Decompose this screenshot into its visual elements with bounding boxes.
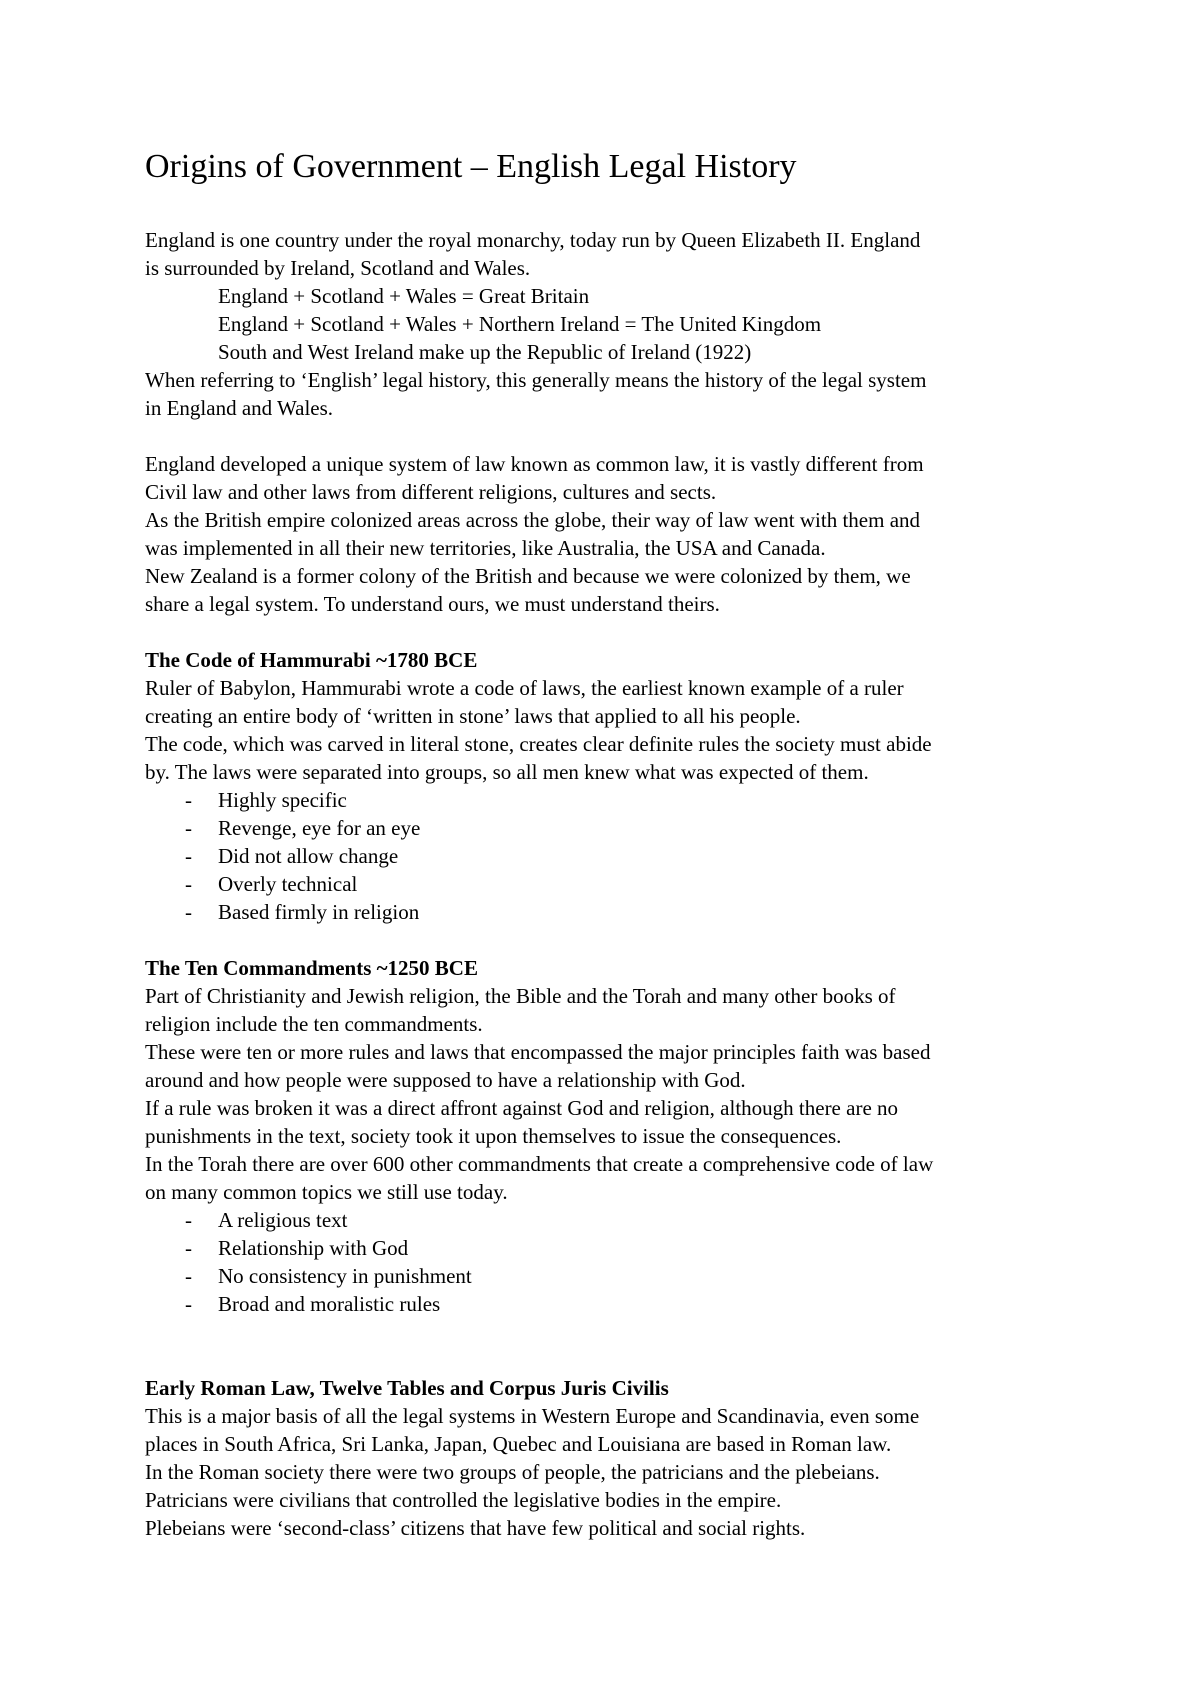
section-heading: The Ten Commandments ~1250 BCE [145, 956, 478, 980]
intro-indented-line: South and West Ireland make up the Republic of Ireland (1922) [218, 340, 752, 364]
list-item [145, 1234, 1070, 1262]
bullet-dash: - [185, 1236, 192, 1260]
list-item [145, 870, 1070, 898]
list-item-text: No consistency in punishment [218, 1264, 472, 1288]
paragraph-line: around and how people were supposed to have a relationship with God. [145, 1068, 746, 1092]
bullet-dash: - [185, 1292, 192, 1316]
commandments-section [145, 954, 1070, 1318]
spacer [145, 1346, 1070, 1374]
paragraph-line: religion include the ten commandments. [145, 1012, 483, 1036]
list-item-text: Relationship with God [218, 1236, 409, 1260]
paragraph-line: on many common topics we still use today. [145, 1180, 508, 1204]
paragraph-line: Civil law and other laws from different religions, cultures and sects. [145, 480, 717, 504]
roman-law-section [145, 1374, 1070, 1542]
list-item [145, 1290, 1070, 1318]
list-item [145, 842, 1070, 870]
spacer [145, 422, 1070, 450]
paragraph-line: creating an entire body of ‘written in stone’ laws that applied to all his people. [145, 704, 801, 728]
bullet-dash: - [185, 872, 192, 896]
paragraph-line: England developed a unique system of law known as common law, it is vastly different from [145, 452, 924, 476]
bullet-dash: - [185, 788, 192, 812]
paragraph-line: These were ten or more rules and laws that encompassed the major principles faith was based [145, 1040, 931, 1064]
spacer [145, 926, 1070, 954]
bullet-dash: - [185, 1264, 192, 1288]
paragraph-line: by. The laws were separated into groups, so all men knew what was expected of them. [145, 760, 869, 784]
list-item-text: Overly technical [218, 872, 358, 896]
document-title: Origins of Government – English Legal History [145, 148, 797, 185]
paragraph-line: If a rule was broken it was a direct affront against God and religion, although there are no [145, 1096, 899, 1120]
section-heading: Early Roman Law, Twelve Tables and Corpus Juris Civilis [145, 1376, 669, 1400]
paragraph-line: places in South Africa, Sri Lanka, Japan, Quebec and Louisiana are based in Roman law. [145, 1432, 892, 1456]
list-item-text: Based firmly in religion [218, 900, 420, 924]
bullet-dash: - [185, 816, 192, 840]
paragraph-line: In the Roman society there were two groups of people, the patricians and the plebeians. [145, 1460, 880, 1484]
paragraph-line: The code, which was carved in literal stone, creates clear definite rules the society must abide [145, 732, 932, 756]
paragraph-line: New Zealand is a former colony of the British and because we were colonized by them, we [145, 564, 911, 588]
paragraph-line: Part of Christianity and Jewish religion, the Bible and the Torah and many other books of [145, 984, 896, 1008]
list-item-text: Broad and moralistic rules [218, 1292, 441, 1316]
list-item [145, 898, 1070, 926]
intro-indented-line: England + Scotland + Wales = Great Britain [218, 284, 590, 308]
hammurabi-section [145, 646, 1070, 926]
list-item-text: Highly specific [218, 788, 347, 812]
list-item-text: Did not allow change [218, 844, 399, 868]
intro-line: England is one country under the royal monarchy, today run by Queen Elizabeth II. England [145, 228, 921, 252]
intro-line: When referring to ‘English’ legal history, this generally means the history of the legal system [145, 368, 927, 392]
intro-line: is surrounded by Ireland, Scotland and Wales. [145, 256, 531, 280]
intro-indented-line: England + Scotland + Wales + Northern Ireland = The United Kingdom [218, 312, 822, 336]
intro-line: in England and Wales. [145, 396, 334, 420]
paragraph-line: Patricians were civilians that controlled the legislative bodies in the empire. [145, 1488, 782, 1512]
intro-section [145, 226, 1070, 422]
bullet-dash: - [185, 1208, 192, 1232]
paragraph-line: punishments in the text, society took it upon themselves to issue the consequences. [145, 1124, 842, 1148]
list-item-text: A religious text [218, 1208, 348, 1232]
list-item-text: Revenge, eye for an eye [218, 816, 421, 840]
list-item [145, 1262, 1070, 1290]
paragraph-line: As the British empire colonized areas across the globe, their way of law went with them and [145, 508, 921, 532]
paragraph-line: share a legal system. To understand ours, we must understand theirs. [145, 592, 720, 616]
paragraph-line: In the Torah there are over 600 other commandments that create a comprehensive code of law [145, 1152, 934, 1176]
paragraph-line: This is a major basis of all the legal systems in Western Europe and Scandinavia, even some [145, 1404, 920, 1428]
spacer [145, 618, 1070, 646]
common-law-section [145, 450, 1070, 618]
section-heading: The Code of Hammurabi ~1780 BCE [145, 648, 478, 672]
list-item [145, 814, 1070, 842]
paragraph-line: was implemented in all their new territories, like Australia, the USA and Canada. [145, 536, 826, 560]
bullet-dash: - [185, 844, 192, 868]
paragraph-line: Ruler of Babylon, Hammurabi wrote a code of laws, the earliest known example of a ruler [145, 676, 904, 700]
list-item [145, 786, 1070, 814]
list-item [145, 1206, 1070, 1234]
bullet-dash: - [185, 900, 192, 924]
paragraph-line: Plebeians were ‘second-class’ citizens that have few political and social rights. [145, 1516, 806, 1540]
spacer [145, 1318, 1070, 1346]
document-page [145, 146, 1070, 1542]
